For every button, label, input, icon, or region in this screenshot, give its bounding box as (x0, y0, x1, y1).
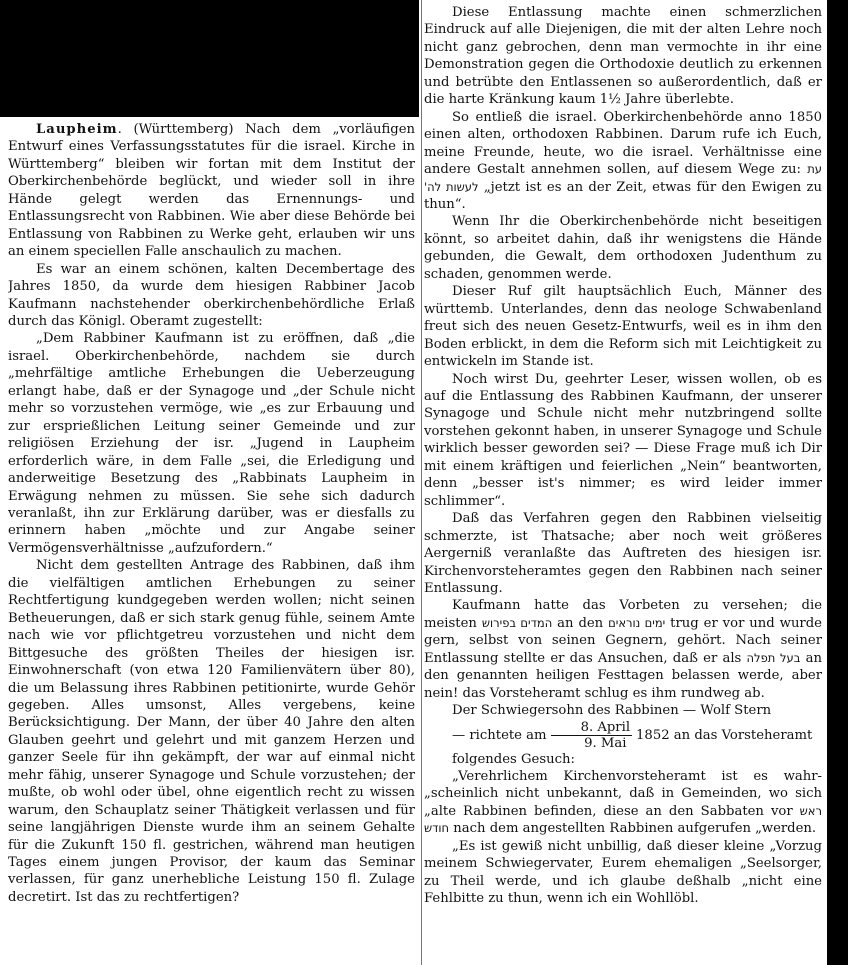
paragraph-r10-text-a: „Verehrlichem Kirchenvorsteheramt ist es wahr- „scheinlich nicht unbekannt, daß in Gemeinden, wo sich „alte Rabbinen befinden, diese an den Sabbaten vor (424, 769, 822, 819)
paragraph-r9 (424, 720, 822, 751)
date-fraction (551, 720, 632, 751)
paragraph-r3: Wenn Ihr die Oberkirchenbehörde nicht beseitigen könnt, so arbeitet dahin, daß ihr wenigstens die Hände gebunden, die Gewalt, dem orthodoxen Judenthum zu schaden, genommen werde. (424, 214, 822, 282)
paragraph-r7-text-a: Kaufmann hatte das Vorbeten zu versehen; die meisten (424, 598, 822, 631)
hebrew-phrase: המדים בפירוש (481, 615, 553, 630)
paragraph-r4: Dieser Ruf gilt hauptsächlich Euch, Männer des württemb. Unterlandes, denn das neologe Schwabenland freut sich des neuen Gesetz-Entwurfs, weil es in ihm den Boden erblickt, in dem die Reform sich mit Leichtigkeit zu entwickeln im Stande ist. (424, 284, 822, 370)
paragraph-r7-text-c: trug er vor und wurde gern, selbst von seinen Gegnern, gehört. Nach seiner Entlassung stellte er das Ansuchen, daß er als (424, 615, 822, 666)
paragraph-r2 (424, 109, 822, 214)
hebrew-phrase: ימים נוראים (608, 615, 666, 630)
paragraph-r11: „Es ist gewiß nicht unbillig, daß dieser kleine „Vorzug meinem Schwiegervater, Eurem ehemaligen „Seelsorger, zu Theil werde, und ich glaube deßhalb „nicht eine Fehlbitte zu thun, wenn ich ein Wohllöbl. (424, 838, 822, 907)
quoted-decree: „Dem Rabbiner Kaufmann ist zu eröffnen, daß „die israel. Oberkirchenbehörde, nachdem sie durch „mehrfältige amtliche Erhebungen die Ueberzeugung erlangt habe, daß er der Synagoge und „der Schule nicht mehr so vorzustehen vermöge, wie „es zur Erbauung und zur ersprießlichen Leitung seiner Gemeinde und zur religiösen Erziehung der isr. „Jugend in Laupheim erforderlich wäre, in dem Falle „sei, die Erledigung und anderweitige Besetzung des „Rabbinats Laupheim in Erwägung nehmen zu müssen. Sie sehe sich dadurch veranlaßt, ihn zur Erklärung darüber, was er diesfalls zu erinnern haben „möchte und zur Angabe seiner Vermögensverhältnisse „aufzufordern.“ (8, 331, 415, 556)
scan-black-block (0, 0, 419, 117)
paragraph-r2-text-b: „jetzt ist es an der Zeit, etwas für den Ewigen zu thun“. (424, 179, 822, 212)
scan-right-edge (827, 0, 848, 965)
left-column (8, 121, 415, 965)
place-name: Laupheim (36, 122, 118, 137)
paragraph-r9b: folgendes Gesuch: (452, 751, 575, 767)
paragraph-4: Nicht dem gestellten Antrage des Rabbinen, daß ihm die vielfältigen amtlichen Erhebungen zu seiner Rechtfertigung kundgegeben werden wollen; nicht seinen Betheuerungen, daß er sich stark genug fühle, seinem Amte nach wie vor pflichtgetreu vorzustehen und nicht dem Bittgesuche des größten Theiles der hiesigen isr. Einwohnerschaft (von etwa 120 Familienvätern über 80), die um Belassung ihres Rabbinen petitionirte, wurde Gehör gegeben. Alles umsonst, Alles vergebens, keine Berücksichtigung. Der Mann, der über 40 Jahre den alten Glauben geehrt und gelehrt und mit ganzem Herzen und ganzer Seele für ihn gekämpft, der war auf einmal nicht mehr fähig, unserer Synagoge und Schule vorzustehen; der mußte, ob wohl oder übel, ohne eigentlich recht zu wissen warum, den Schauplatz seiner Thätigkeit verlassen und für seine langjährigen Dienste wurde ihm an seinem Gehalte für die Zukunft 150 fl. gestrichen, während man heutigen Tages einem jungen Provisor, der kaum das Seminar verlassen, für ganz unerhebliche Leistung 150 fl. Zulage decretirt. Ist das zu rechtfertigen? (8, 558, 415, 905)
right-column (424, 4, 822, 965)
paragraph-r7 (424, 597, 822, 702)
paragraph-1 (8, 121, 415, 261)
date-year-text: 1852 an das Vorsteheramt (636, 727, 813, 743)
hebrew-phrase: עת לעשות לה' (424, 162, 822, 194)
paragraph-1-text: . (Württemberg) Nach dem „vorläufigen Entwurf eines Verfassungsstatutes für die israel. Kirche in Württemberg“ bleiben wir fortan mit dem Institut der Oberkirchenbehörde beglückt, und wieder soll in ihre Hände gelegt werden das Ernennungs- und Entlassungsrecht von Rabbinen. Wie aber diese Behörde bei Entlassung von Rabbinen zu Werke geht, erlauben wir uns an einem speciellen Falle anschaulich zu machen. (8, 122, 415, 260)
paragraph-2: Es war an einem schönen, kalten Decembertage des Jahres 1850, da wurde dem hiesigen Rabbiner Jacob Kaufmann nachstehender oberkirchenbehördliche Erlaß durch das Königl. Oberamt zugestellt: (8, 261, 415, 329)
paragraph-r6: Daß das Verfahren gegen den Rabbinen vielseitig schmerzte, ist Thatsache; aber noch weit größeres Aergerniß veranlaßte das Auftreten des hiesigen isr. Kirchenvorsteheramtes gegen den Rabbinen nach seiner Entlassung. (424, 511, 822, 596)
paragraph-r10-text-b: nach dem angestellten Rabbinen aufgerufen „werden. (453, 821, 817, 837)
paragraph-r5: Noch wirst Du, geehrter Leser, wissen wollen, ob es auf die Entlassung des Rabbinen Kaufmann, der unserer Synagoge und Schule nicht mehr nutzbringend sollte vorstehen gekonnt haben, in unserer Synagoge und Schule wirklich besser geworden sei? — Diese Frage muß ich Dir mit einem kräftigen und feierlichen „Nein“ beantworten, denn „besser ist's nimmer; es wird leider immer schlimmer“. (424, 371, 822, 509)
paragraph-r1: Diese Entlassung machte einen schmerzlichen Eindruck auf alle Diejenigen, die mit der alten Lehre noch nicht ganz gebrochen, denn man vermochte in ihr eine Demonstration gegen die Orthodoxie deutlich zu erkennen und betrübte den Entlassenen so außerordentlich, daß er die harte Kränkung kaum 1½ Jahre überlebte. (424, 5, 822, 108)
paragraph-r2-text-a: So entließ die israel. Oberkirchenbehörde anno 1850 einen alten, orthodoxen Rabbinen. Darum rufe ich Euch, meine Freunde, heute, wo die israel. Verhältnisse eine andere Gestalt annehmen sollen, auf diesem Wege zu: (424, 109, 822, 178)
date-denominator: 9. Mai (584, 735, 627, 751)
date-prefix: — richtete am (452, 727, 547, 743)
hebrew-phrase: בעל תפלה (746, 650, 801, 665)
paragraph-r10 (424, 768, 822, 838)
paragraph-r7-text-b: an den (557, 615, 604, 631)
paragraph-r7-text-d: an den genannten heiligen Festtagen belassen werde, aber nein! das Vorsteheramt schlug es ihm rundweg ab. (424, 650, 822, 701)
date-numerator: 8. April (551, 720, 632, 736)
paragraph-r8: Der Schwiegersohn des Rabbinen — Wolf Stern (452, 703, 772, 719)
hebrew-phrase: ראש חודש (424, 803, 822, 836)
column-divider (421, 0, 422, 965)
